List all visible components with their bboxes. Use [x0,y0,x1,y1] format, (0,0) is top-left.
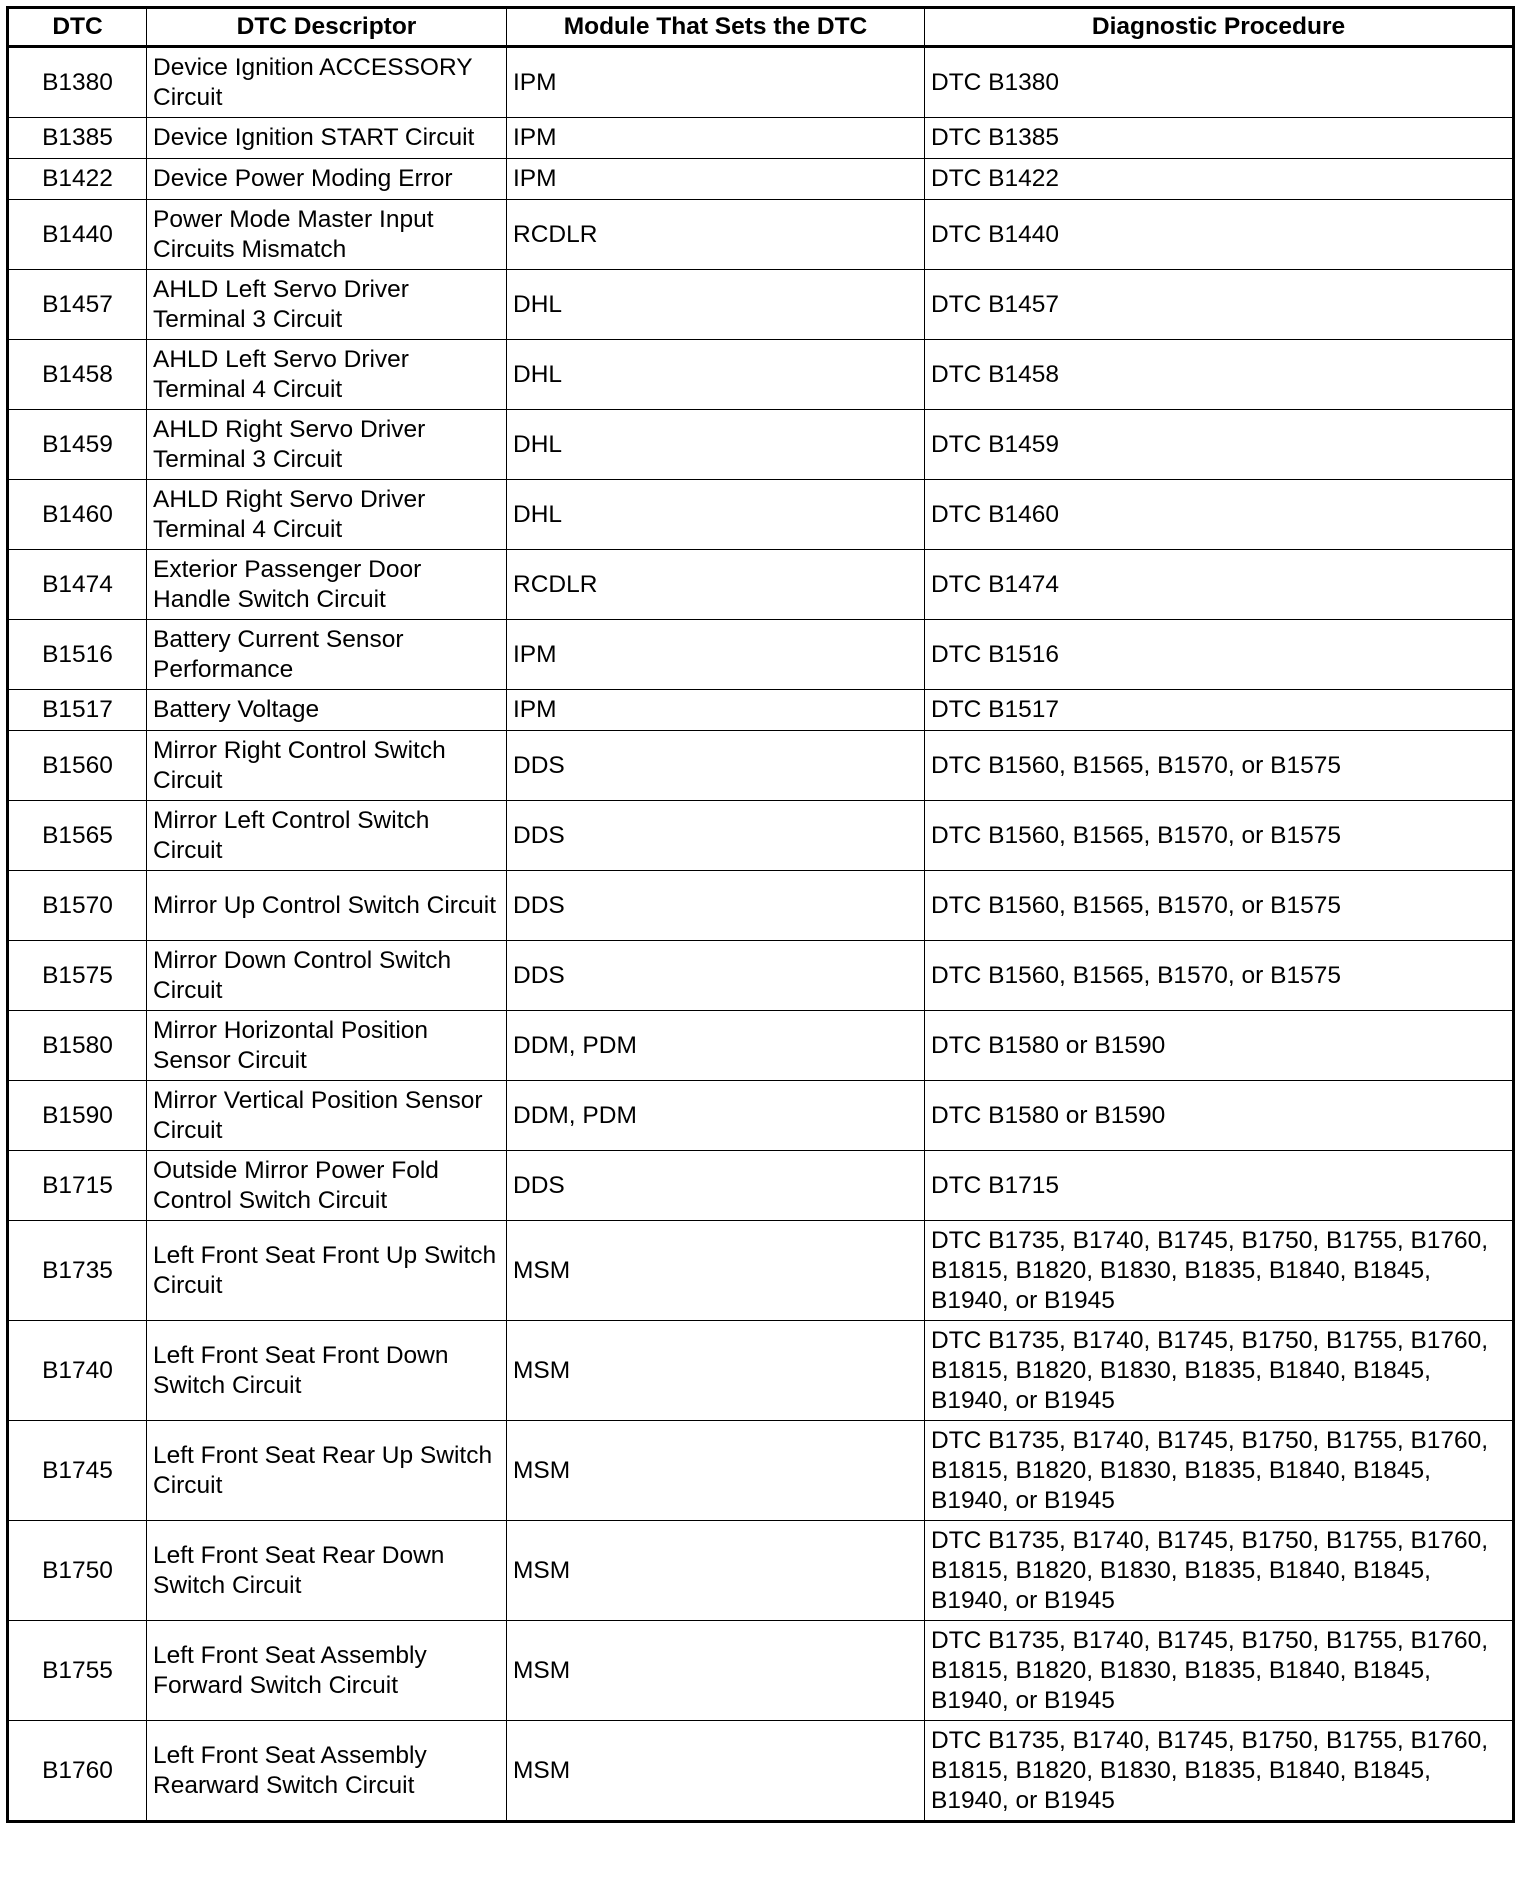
module-cell: IPM [507,118,925,159]
dtc-code-cell: B1457 [8,270,147,340]
table-row [8,731,1514,801]
module-cell: MSM [507,1521,925,1621]
table-row [8,1221,1514,1321]
table-row [8,1521,1514,1621]
dtc-code-cell: B1440 [8,200,147,270]
diagnostic-procedure-cell: DTC B1715 [925,1151,1514,1221]
table-row [8,1151,1514,1221]
dtc-code-cell: B1516 [8,620,147,690]
module-cell: DHL [507,480,925,550]
module-cell: RCDLR [507,200,925,270]
column-header-diagnostic-procedure: Diagnostic Procedure [925,8,1514,47]
module-cell: MSM [507,1721,925,1822]
dtc-code-cell: B1590 [8,1081,147,1151]
table-row [8,1621,1514,1721]
module-cell: IPM [507,690,925,731]
dtc-code-cell: B1458 [8,340,147,410]
table-row [8,480,1514,550]
diagnostic-procedure-cell: DTC B1560, B1565, B1570, or B1575 [925,731,1514,801]
module-cell: DHL [507,270,925,340]
diagnostic-procedure-cell: DTC B1516 [925,620,1514,690]
dtc-code-cell: B1740 [8,1321,147,1421]
table-row [8,200,1514,270]
dtc-descriptor-cell: Exterior Passenger Door Handle Switch Circuit [147,550,507,620]
dtc-code-cell: B1385 [8,118,147,159]
dtc-descriptor-cell: Device Power Moding Error [147,159,507,200]
module-cell: MSM [507,1621,925,1721]
dtc-code-cell: B1380 [8,47,147,118]
table-row [8,550,1514,620]
diagnostic-procedure-cell: DTC B1735, B1740, B1745, B1750, B1755, B1760, B1815, B1820, B1830, B1835, B1840, B1845, B1940, or B1945 [925,1521,1514,1621]
diagnostic-procedure-cell: DTC B1422 [925,159,1514,200]
dtc-code-cell: B1459 [8,410,147,480]
table-row [8,801,1514,871]
dtc-descriptor-cell: Left Front Seat Front Down Switch Circuit [147,1321,507,1421]
dtc-descriptor-cell: Power Mode Master Input Circuits Mismatch [147,200,507,270]
diagnostic-procedure-cell: DTC B1385 [925,118,1514,159]
dtc-code-cell: B1745 [8,1421,147,1521]
table-row [8,871,1514,941]
dtc-code-cell: B1735 [8,1221,147,1321]
dtc-code-cell: B1575 [8,941,147,1011]
module-cell: IPM [507,47,925,118]
module-cell: DDM, PDM [507,1011,925,1081]
dtc-descriptor-cell: Mirror Left Control Switch Circuit [147,801,507,871]
dtc-descriptor-cell: Mirror Down Control Switch Circuit [147,941,507,1011]
dtc-descriptor-cell: AHLD Right Servo Driver Terminal 3 Circuit [147,410,507,480]
table-row [8,118,1514,159]
module-cell: DDS [507,801,925,871]
dtc-table [6,6,1515,1823]
table-row [8,1011,1514,1081]
dtc-code-cell: B1560 [8,731,147,801]
diagnostic-procedure-cell: DTC B1735, B1740, B1745, B1750, B1755, B1760, B1815, B1820, B1830, B1835, B1840, B1845, B1940, or B1945 [925,1621,1514,1721]
dtc-descriptor-cell: Outside Mirror Power Fold Control Switch Circuit [147,1151,507,1221]
dtc-code-cell: B1422 [8,159,147,200]
dtc-code-cell: B1715 [8,1151,147,1221]
dtc-descriptor-cell: Battery Current Sensor Performance [147,620,507,690]
module-cell: DHL [507,410,925,480]
dtc-descriptor-cell: Mirror Right Control Switch Circuit [147,731,507,801]
diagnostic-procedure-cell: DTC B1460 [925,480,1514,550]
module-cell: DDS [507,731,925,801]
diagnostic-procedure-cell: DTC B1560, B1565, B1570, or B1575 [925,871,1514,941]
table-row [8,340,1514,410]
diagnostic-procedure-cell: DTC B1560, B1565, B1570, or B1575 [925,801,1514,871]
dtc-code-cell: B1755 [8,1621,147,1721]
diagnostic-procedure-cell: DTC B1580 or B1590 [925,1081,1514,1151]
table-row [8,1321,1514,1421]
module-cell: IPM [507,620,925,690]
module-cell: IPM [507,159,925,200]
diagnostic-procedure-cell: DTC B1580 or B1590 [925,1011,1514,1081]
dtc-code-cell: B1474 [8,550,147,620]
module-cell: RCDLR [507,550,925,620]
module-cell: MSM [507,1421,925,1521]
dtc-descriptor-cell: Mirror Horizontal Position Sensor Circuit [147,1011,507,1081]
dtc-descriptor-cell: Device Ignition START Circuit [147,118,507,159]
dtc-descriptor-cell: Left Front Seat Assembly Rearward Switch Circuit [147,1721,507,1822]
diagnostic-procedure-cell: DTC B1474 [925,550,1514,620]
module-cell: DDS [507,871,925,941]
dtc-descriptor-cell: Device Ignition ACCESSORY Circuit [147,47,507,118]
dtc-code-cell: B1570 [8,871,147,941]
dtc-descriptor-cell: AHLD Left Servo Driver Terminal 4 Circuit [147,340,507,410]
diagnostic-procedure-cell: DTC B1517 [925,690,1514,731]
dtc-descriptor-cell: Left Front Seat Rear Up Switch Circuit [147,1421,507,1521]
dtc-code-cell: B1517 [8,690,147,731]
table-row [8,1721,1514,1822]
table-row [8,47,1514,118]
diagnostic-procedure-cell: DTC B1735, B1740, B1745, B1750, B1755, B1760, B1815, B1820, B1830, B1835, B1840, B1845, B1940, or B1945 [925,1421,1514,1521]
dtc-code-cell: B1460 [8,480,147,550]
diagnostic-procedure-cell: DTC B1735, B1740, B1745, B1750, B1755, B1760, B1815, B1820, B1830, B1835, B1840, B1845, B1940, or B1945 [925,1221,1514,1321]
diagnostic-procedure-cell: DTC B1560, B1565, B1570, or B1575 [925,941,1514,1011]
table-row [8,270,1514,340]
column-header-dtc-descriptor: DTC Descriptor [147,8,507,47]
table-row [8,941,1514,1011]
module-cell: MSM [507,1221,925,1321]
diagnostic-procedure-cell: DTC B1440 [925,200,1514,270]
module-cell: DDS [507,1151,925,1221]
dtc-descriptor-cell: Left Front Seat Rear Down Switch Circuit [147,1521,507,1621]
table-row [8,690,1514,731]
table-row [8,1081,1514,1151]
diagnostic-procedure-cell: DTC B1458 [925,340,1514,410]
column-header-dtc: DTC [8,8,147,47]
header-row [8,8,1514,47]
table-row [8,1421,1514,1521]
table-header [8,8,1514,47]
dtc-descriptor-cell: Mirror Vertical Position Sensor Circuit [147,1081,507,1151]
dtc-descriptor-cell: Battery Voltage [147,690,507,731]
dtc-descriptor-cell: Left Front Seat Front Up Switch Circuit [147,1221,507,1321]
module-cell: DHL [507,340,925,410]
dtc-code-cell: B1565 [8,801,147,871]
module-cell: DDS [507,941,925,1011]
diagnostic-procedure-cell: DTC B1735, B1740, B1745, B1750, B1755, B1760, B1815, B1820, B1830, B1835, B1840, B1845, B1940, or B1945 [925,1321,1514,1421]
dtc-code-cell: B1750 [8,1521,147,1621]
dtc-descriptor-cell: Mirror Up Control Switch Circuit [147,871,507,941]
dtc-descriptor-cell: AHLD Right Servo Driver Terminal 4 Circuit [147,480,507,550]
column-header-module: Module That Sets the DTC [507,8,925,47]
table-body [8,47,1514,1822]
dtc-code-cell: B1760 [8,1721,147,1822]
diagnostic-procedure-cell: DTC B1380 [925,47,1514,118]
module-cell: DDM, PDM [507,1081,925,1151]
table-row [8,410,1514,480]
table-row [8,159,1514,200]
module-cell: MSM [507,1321,925,1421]
dtc-descriptor-cell: AHLD Left Servo Driver Terminal 3 Circuit [147,270,507,340]
diagnostic-procedure-cell: DTC B1459 [925,410,1514,480]
dtc-code-cell: B1580 [8,1011,147,1081]
diagnostic-procedure-cell: DTC B1457 [925,270,1514,340]
dtc-descriptor-cell: Left Front Seat Assembly Forward Switch Circuit [147,1621,507,1721]
table-row [8,620,1514,690]
diagnostic-procedure-cell: DTC B1735, B1740, B1745, B1750, B1755, B1760, B1815, B1820, B1830, B1835, B1840, B1845, B1940, or B1945 [925,1721,1514,1822]
